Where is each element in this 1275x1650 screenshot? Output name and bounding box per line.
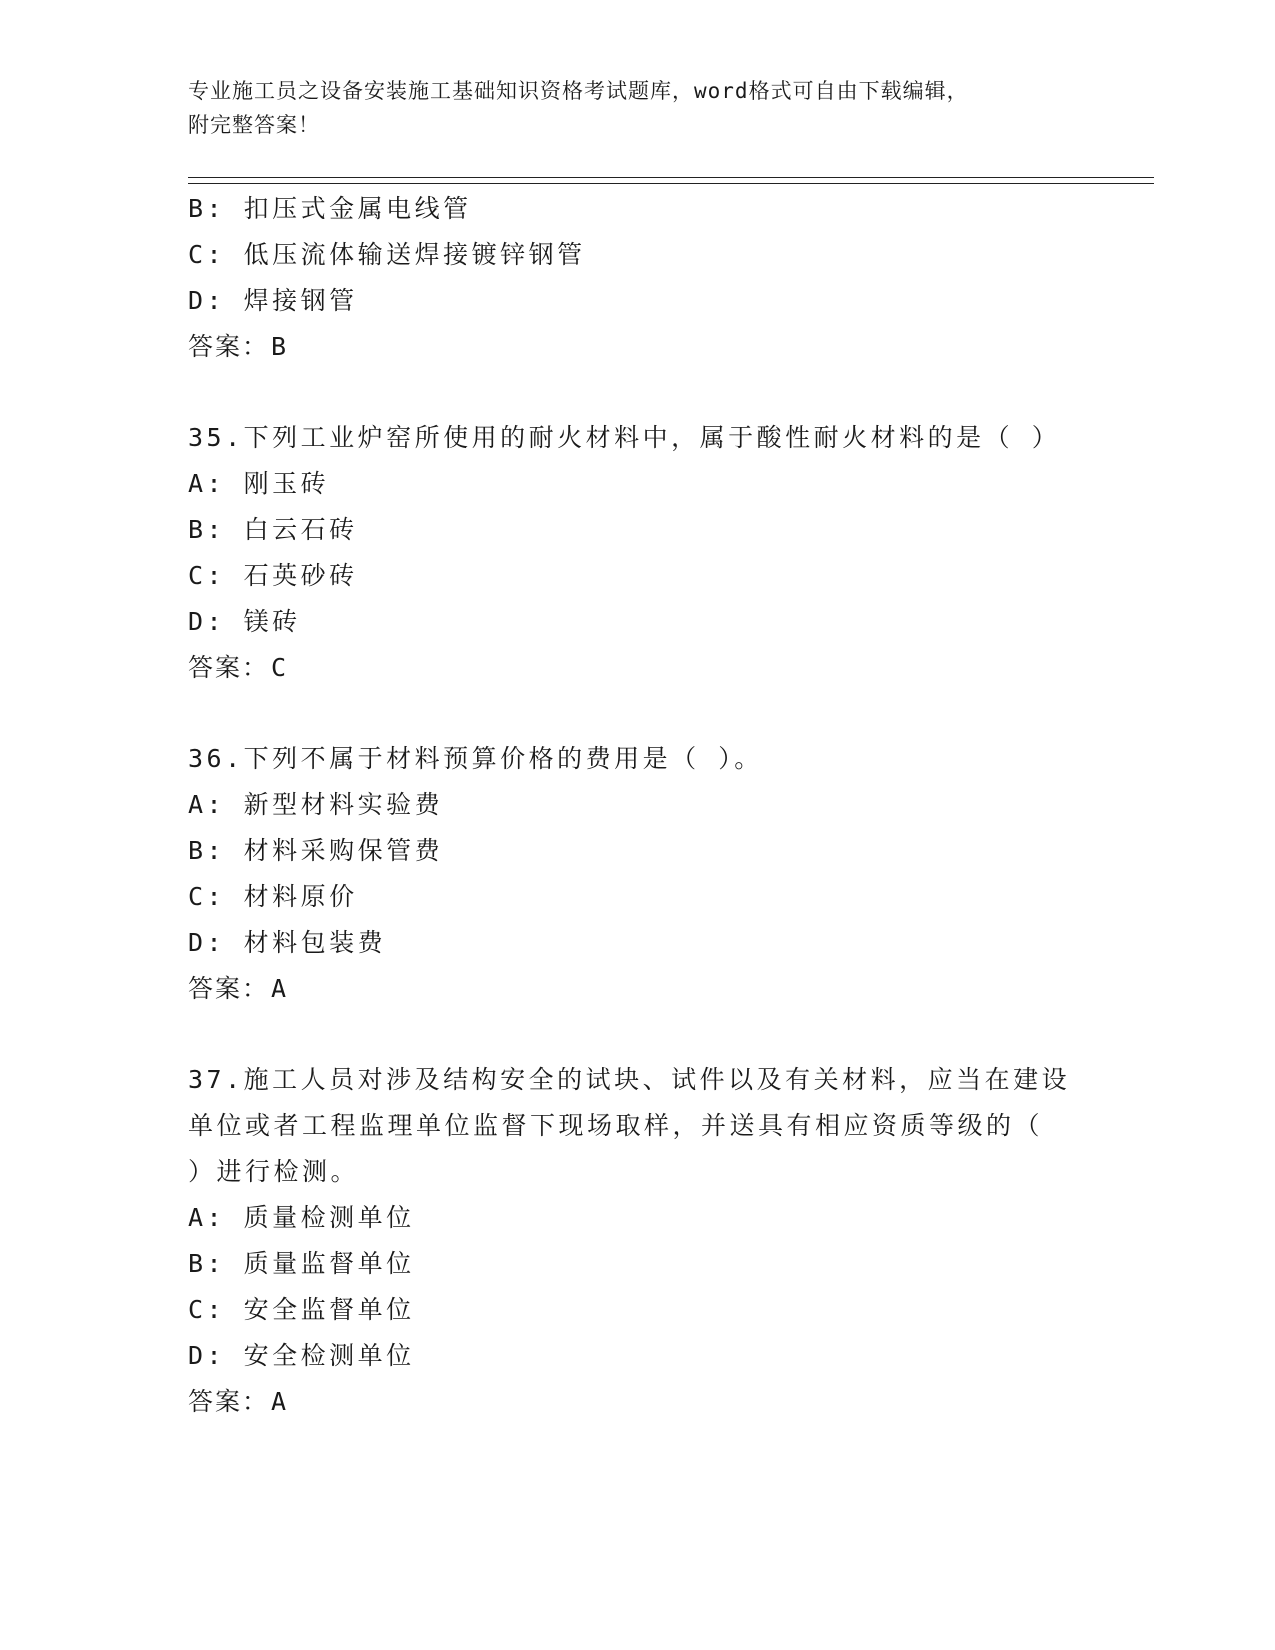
question-text: 35.下列工业炉窑所使用的耐火材料中，属于酸性耐火材料的是（ ） bbox=[188, 423, 1061, 452]
answer-value: C bbox=[271, 653, 290, 682]
header-divider-bottom bbox=[188, 183, 1154, 184]
option-b: B: 扣压式金属电线管 bbox=[188, 194, 472, 223]
option-d: D: 镁砖 bbox=[188, 607, 301, 636]
answer-line bbox=[188, 1379, 1088, 1425]
option-b: B: 白云石砖 bbox=[188, 515, 358, 544]
question-37 bbox=[188, 1057, 1088, 1425]
option-c: C: 安全监督单位 bbox=[188, 1295, 415, 1324]
question-text: 36.下列不属于材料预算价格的费用是（ ）。 bbox=[188, 744, 763, 773]
answer-value: A bbox=[271, 1387, 290, 1416]
option-a: A: 新型材料实验费 bbox=[188, 790, 444, 819]
question-list bbox=[188, 186, 1088, 1425]
option-a: A: 质量检测单位 bbox=[188, 1203, 415, 1232]
header-line-2: 附完整答案！ bbox=[188, 113, 320, 137]
answer-line bbox=[188, 966, 1088, 1012]
answer-value: A bbox=[271, 974, 290, 1003]
document-header bbox=[188, 74, 1088, 142]
option-b: B: 质量监督单位 bbox=[188, 1249, 415, 1278]
question-36 bbox=[188, 736, 1088, 1012]
option-d: D: 安全检测单位 bbox=[188, 1341, 415, 1370]
answer-value: B bbox=[271, 332, 290, 361]
answer-label: 答案： bbox=[188, 653, 270, 682]
header-divider-top bbox=[188, 177, 1154, 178]
option-c: C: 石英砂砖 bbox=[188, 561, 358, 590]
question-text-line-1: 37.施工人员对涉及结构安全的试块、试件以及有关材料，应当在建设 bbox=[188, 1065, 1071, 1094]
question-34-continued bbox=[188, 186, 1088, 370]
answer-line bbox=[188, 324, 1088, 370]
question-text-line-2: 单位或者工程监理单位监督下现场取样，并送具有相应资质等级的（ bbox=[188, 1111, 1044, 1140]
question-35 bbox=[188, 415, 1088, 691]
option-b: B: 材料采购保管费 bbox=[188, 836, 444, 865]
option-c: C: 材料原价 bbox=[188, 882, 358, 911]
option-d: D: 焊接钢管 bbox=[188, 286, 358, 315]
header-line-1: 专业施工员之设备安装施工基础知识资格考试题库，word格式可自由下载编辑， bbox=[188, 79, 969, 103]
option-d: D: 材料包装费 bbox=[188, 928, 387, 957]
answer-line bbox=[188, 645, 1088, 691]
answer-label: 答案： bbox=[188, 1387, 270, 1416]
option-c: C: 低压流体输送焊接镀锌钢管 bbox=[188, 240, 586, 269]
answer-label: 答案： bbox=[188, 974, 270, 1003]
question-text-line-3: ）进行检测。 bbox=[188, 1157, 360, 1186]
answer-label: 答案： bbox=[188, 332, 270, 361]
option-a: A: 刚玉砖 bbox=[188, 469, 330, 498]
